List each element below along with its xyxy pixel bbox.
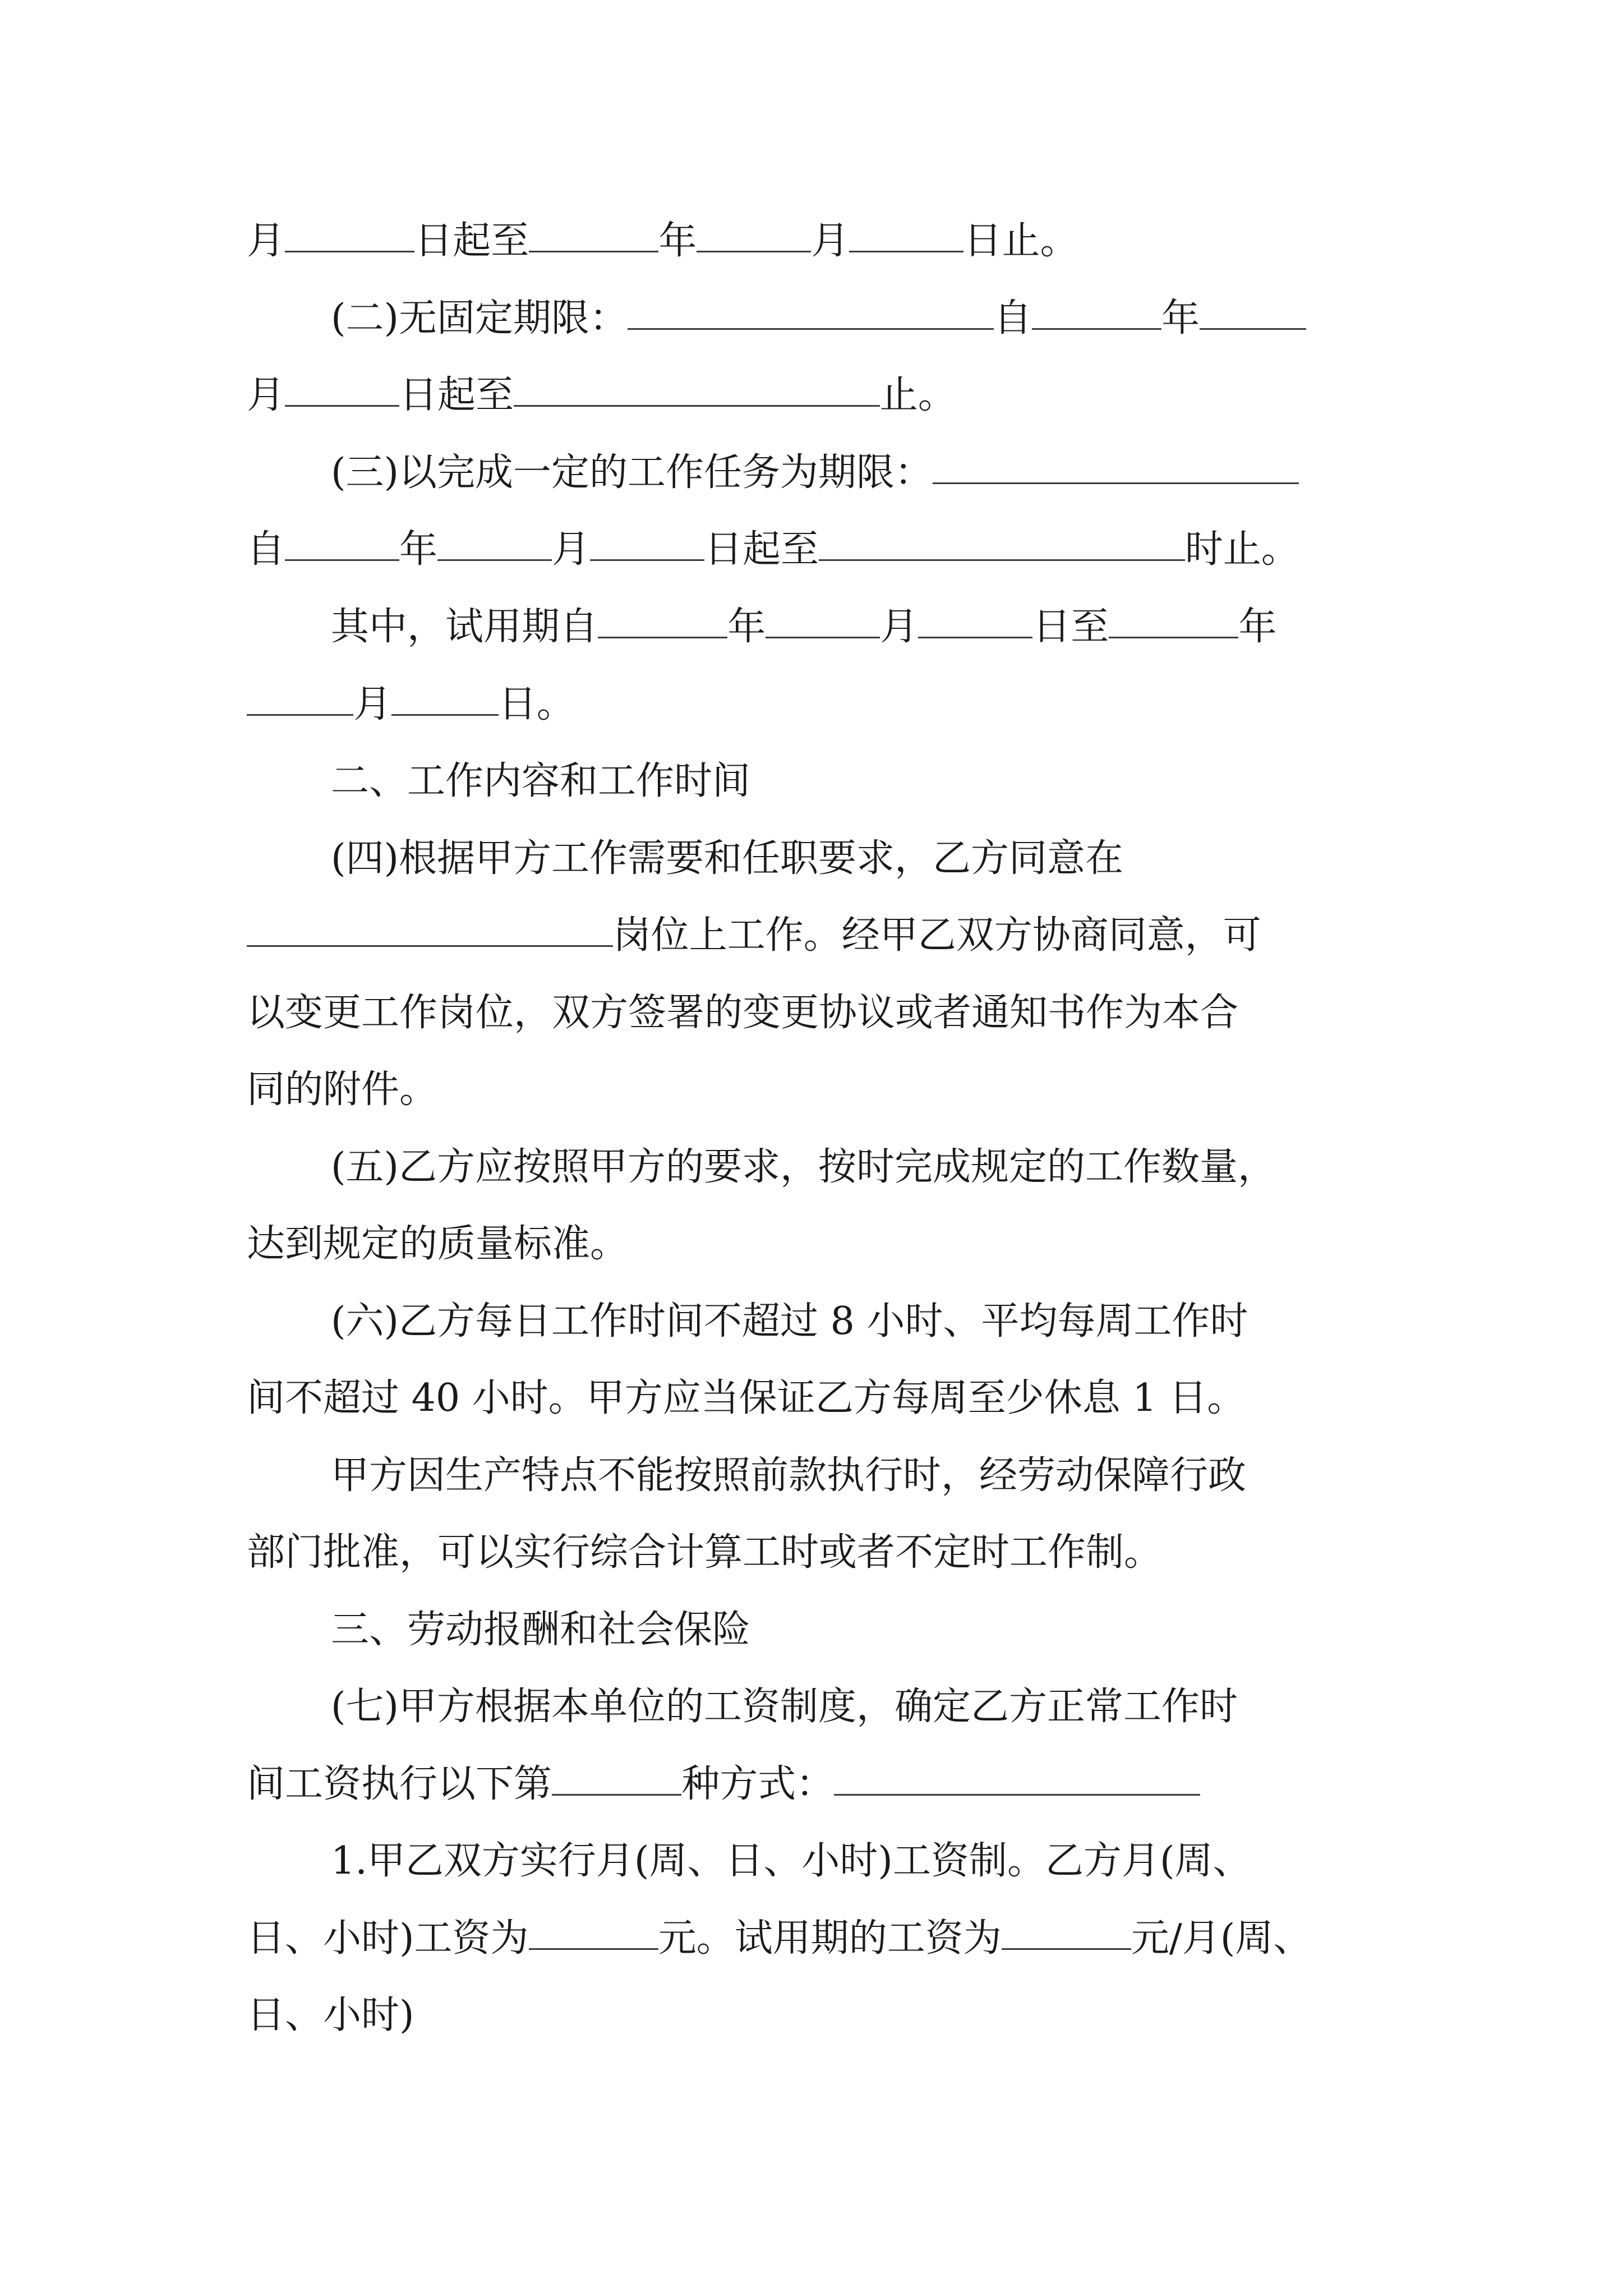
contract-text: 月: [552, 527, 591, 572]
contract-line: [247, 213, 1078, 269]
contract-text: 元。试用期的工资为: [658, 1916, 1002, 1961]
fill-in-blank: [514, 367, 880, 407]
fill-in-blank: [933, 445, 1299, 484]
contract-text: 元/月(周、: [1131, 1916, 1312, 1961]
contract-line: [247, 908, 1261, 964]
contract-text: 年: [1161, 296, 1200, 341]
fill-in-blank: [766, 599, 880, 638]
contract-text: 年: [1238, 605, 1277, 649]
contract-text: 岗位上工作。经甲乙双方协商同意，可: [612, 913, 1261, 958]
contract-line: [331, 1679, 1238, 1735]
contract-text: 三、劳动报酬和社会保险: [331, 1608, 751, 1652]
contract-line: [247, 1987, 414, 2044]
contract-text: 日止。: [963, 219, 1078, 263]
fill-in-blank: [529, 1911, 658, 1950]
contract-text: 日。: [498, 682, 575, 726]
contract-text: 月: [247, 373, 285, 417]
contract-text: (四)根据甲方工作需要和任职要求，乙方同意在: [331, 836, 1124, 881]
contract-text: (三)以完成一定的工作任务为期限：: [331, 450, 933, 495]
contract-text: 月: [880, 605, 919, 649]
contract-text: 种方式：: [681, 1762, 834, 1806]
contract-text: 1.甲乙双方实行月(周、日、小时)工资制。乙方月(周、: [331, 1839, 1251, 1883]
fill-in-blank: [1109, 599, 1238, 638]
fill-in-blank: [1200, 291, 1306, 330]
contract-text: 自: [993, 296, 1032, 341]
contract-text: 止。: [879, 373, 956, 417]
contract-line: [331, 599, 1276, 655]
contract-text: (五)乙方应按照甲方的要求，按时完成规定的工作数量，: [331, 1145, 1276, 1189]
fill-in-blank: [849, 213, 963, 252]
contract-text: 年: [399, 527, 438, 572]
contract-text: (六)乙方每日工作时间不超过 8 小时、平均每周工作时: [331, 1299, 1248, 1343]
section-heading: [331, 753, 750, 809]
fill-in-blank: [1002, 1911, 1131, 1950]
contract-text: 月: [247, 219, 285, 263]
fill-in-blank: [590, 522, 704, 561]
contract-line: [247, 522, 1299, 578]
fill-in-blank: [834, 1756, 1200, 1796]
fill-in-blank: [628, 291, 994, 330]
fill-in-blank: [598, 599, 727, 638]
fill-in-blank: [285, 522, 399, 561]
fill-in-blank: [285, 213, 414, 252]
fill-in-blank: [247, 677, 353, 716]
contract-text: 日、小时): [247, 1993, 414, 2037]
contract-text: 以变更工作岗位，双方签署的变更协议或者通知书作为本合: [247, 991, 1239, 1035]
fill-in-blank: [1032, 291, 1161, 330]
contract-text: 间工资执行以下第: [247, 1762, 552, 1806]
contract-text: 日、小时)工资为: [247, 1916, 529, 1961]
contract-line: [247, 1216, 628, 1272]
contract-line: [247, 367, 956, 424]
contract-line: [247, 1756, 1200, 1812]
contract-text: 达到规定的质量标准。: [247, 1222, 629, 1266]
contract-line: [331, 445, 1299, 501]
contract-line: [331, 291, 1306, 347]
contract-text: 甲方因生产特点不能按照前款执行时，经劳动保障行政: [331, 1453, 1247, 1498]
fill-in-blank: [552, 1756, 681, 1796]
contract-text: 日起至: [704, 527, 819, 572]
contract-text: 年: [658, 219, 697, 263]
contract-line: [247, 985, 1238, 1041]
fill-in-blank: [437, 522, 552, 561]
fill-in-blank: [285, 367, 399, 407]
fill-in-blank: [697, 213, 811, 252]
contract-line: [331, 1294, 1248, 1350]
fill-in-blank: [918, 599, 1032, 638]
fill-in-blank: [247, 908, 613, 947]
contract-text: 日起至: [414, 219, 529, 263]
fill-in-blank: [819, 522, 1185, 561]
contract-line: [331, 1139, 1276, 1195]
contract-text: 同的附件。: [247, 1068, 438, 1112]
contract-text: 自: [247, 527, 285, 572]
contract-text: 间不超过 40 小时。甲方应当保证乙方每周至少休息 1 日。: [247, 1376, 1246, 1420]
contract-text: 日至: [1032, 605, 1109, 649]
contract-line: [247, 677, 575, 733]
contract-text: 月: [811, 219, 850, 263]
contract-text: (二)无固定期限：: [331, 296, 628, 341]
section-heading: [331, 1602, 750, 1658]
contract-line: [247, 1062, 437, 1118]
contract-text: 时止。: [1184, 527, 1299, 572]
contract-line: [247, 1370, 1245, 1427]
contract-text: 其中，试用期自: [331, 605, 598, 649]
contract-line: [331, 1833, 1251, 1889]
fill-in-blank: [529, 213, 658, 252]
contract-line: [331, 1448, 1246, 1504]
contract-line: [331, 831, 1123, 887]
contract-text: 月: [353, 682, 392, 726]
fill-in-blank: [391, 677, 498, 716]
contract-text: 年: [727, 605, 766, 649]
contract-text: 日起至: [399, 373, 514, 417]
contract-text: 部门批准，可以实行综合计算工时或者不定时工作制。: [247, 1530, 1163, 1575]
contract-text: 二、工作内容和工作时间: [331, 759, 751, 803]
contract-text: (七)甲方根据本单位的工资制度，确定乙方正常工作时: [331, 1685, 1238, 1729]
contract-line: [247, 1525, 1162, 1581]
contract-line: [247, 1911, 1311, 1967]
